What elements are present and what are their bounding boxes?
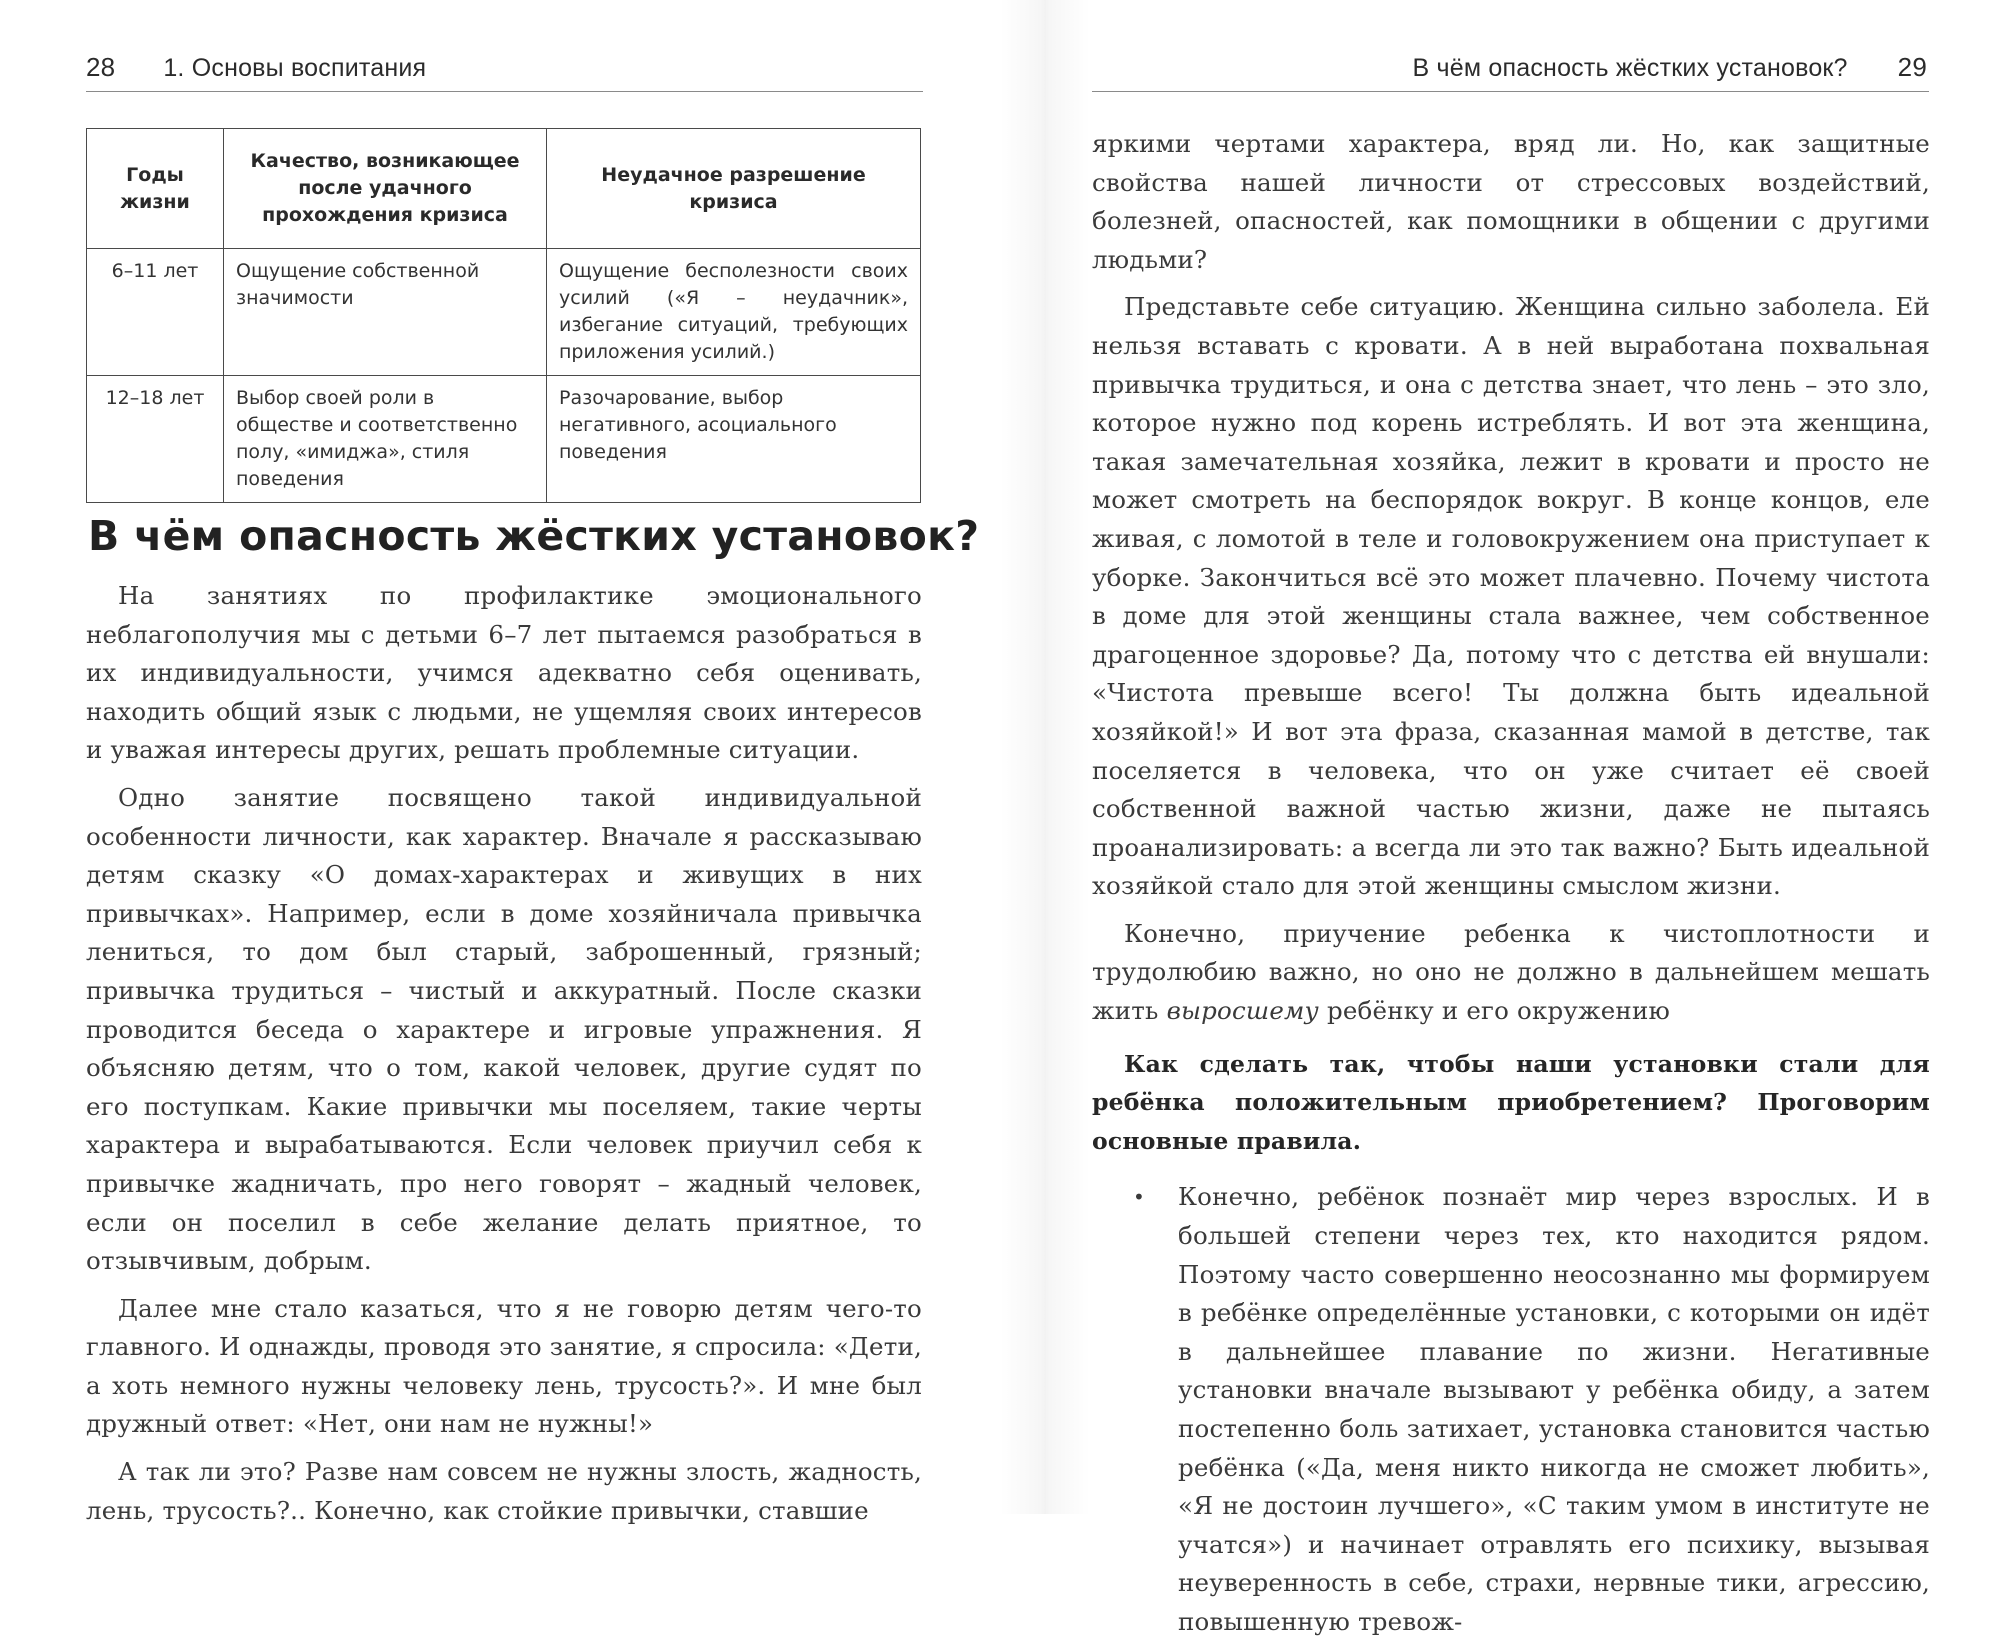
right-page-number: 29 <box>1897 52 1927 82</box>
paragraph-continuation: яркими чертами характера, вряд ли. Но, как защитные свойства нашей личности от стрессовых воздействий, болезней, опасностей, как помощники в общении с другими людьми? <box>1092 129 1930 274</box>
table-header-years: Годы жизни <box>87 129 224 249</box>
table-header-failure: Неудачное разрешение кризиса <box>547 129 921 249</box>
right-page <box>1000 0 2000 1636</box>
table-header-quality: Качество, возникающее после удачного прохождения кризиса <box>224 129 547 249</box>
list-item-text: Конечно, ребёнок познаёт мир через взрослых. И в большей степени через тех, кто находится рядом. Поэтому часто совершенно неосознанно мы формируем в ребёнке определённые установки, с которыми он идёт в дальнейшее плавание по жизни. Негативные установки вначале вызывают у ребёнка обиду, а затем постепенно боль затихает, установка становится частью ребёнка («Да, меня никто никогда не сможет любить», «Я не достоин лучшего», «С таким умом в институте не учатся») и начинает отравлять его психику, вызывая неуверенность в себе, страхи, нервные тики, агрессию, повышенную тревож- <box>1178 1182 1930 1636</box>
table-cell-failure: Ощущение бесполезности своих усилий («Я – неудачник», избегание ситуаций, требующих приложения усилий.) <box>547 249 921 376</box>
list-item <box>1133 1178 1930 1641</box>
table-cell-failure: Разочарование, выбор негативного, асоциального поведения <box>547 376 921 503</box>
left-page-number: 28 <box>86 52 116 82</box>
paragraph: Одно занятие посвящено такой индивидуальной особенности личности, как характер. Вначале я рассказываю детям сказку «О домах-характерах и живущих в них привычках». Например, если в доме хозяйничала привычка лениться, то дом был старый, заброшенный, грязный; привычка трудиться – чистый и аккуратный. После сказки проводится беседа о характере и игровые упражнения. Я объясняю детям, что о том, какой человек, другие судят по его поступкам. Какие привычки мы поселяем, такие черты характера и вырабатываются. Если человек приучил себя к привычке жадничать, про него говорят – жадный человек, если он поселил в себе желание делать приятное, то отзывчивым, добрым. <box>86 782 922 1276</box>
table-cell-quality: Выбор своей роли в обществе и соответственно полу, «имиджа», стиля поведения <box>224 376 547 503</box>
paragraph <box>1092 915 1930 1031</box>
paragraph: Представьте себе ситуацию. Женщина сильно заболела. Ей нельзя вставать с кровати. А в ней выработана похвальная привычка трудиться, и она с детства знает, что лень – это зло, которое нужно под корень истреблять. И вот эта женщина, такая замечательная хозяйка, лежит в кровати и просто не может смотреть на беспорядок вокруг. В конце концов, еле живая, с ломотой в теле и головокружением она приступает к уборке. Закончиться всё это может плачевно. Почему чистота в доме для этой женщины стала важнее, чем собственное драгоценное здоровье? Да, потому что с детства ей внушали: «Чистота превыше всего! Ты должна быть идеальной хозяйкой!» И вот эта фраза, сказанная мамой в детстве, так поселяется в человека, что он уже считает её своей собственной важной частью жизни, даже не пытаясь проанализировать: а всегда ли это так важно? Быть идеальной хозяйкой стало для этой женщины смыслом жизни. <box>1092 292 1930 901</box>
table-header-row <box>87 129 921 249</box>
left-page <box>0 0 1000 1525</box>
left-body-text <box>86 577 922 1539</box>
italic-word: выросшему <box>1166 996 1319 1026</box>
table-row <box>87 376 921 503</box>
table-cell-quality: Ощущение собственной значимости <box>224 249 547 376</box>
table-row <box>87 249 921 376</box>
crisis-table <box>86 128 921 503</box>
bullet-marker: • <box>1133 1185 1145 1210</box>
right-chapter-title: В чём опасность жёстких установок? <box>1412 54 1848 82</box>
right-header-rule <box>1092 91 1929 92</box>
left-running-head <box>86 52 921 92</box>
paragraph: Далее мне стало казаться, что я не говорю детям чего-то главного. И однажды, проводя это занятие, я спросила: «Дети, а хоть немного нужны человеку лень, трусость?». И мне был дружный ответ: «Нет, они нам не нужны!» <box>86 1293 922 1439</box>
rules-list <box>1092 1178 1930 1641</box>
bold-question: Как сделать так, чтобы наши установки стали для ребёнка положительным приобретением? Проговорим основные правила. <box>1092 1049 1930 1155</box>
table-cell-years: 6–11 лет <box>87 249 224 376</box>
right-body-text <box>1092 125 1930 1642</box>
table-cell-years: 12–18 лет <box>87 376 224 503</box>
paragraph-text: ребёнку и его окружению <box>1318 996 1671 1026</box>
left-chapter-title: 1. Основы воспитания <box>163 54 427 82</box>
paragraph: На занятиях по профилактике эмоционального неблагополучия мы с детьми 6–7 лет пытаемся разобраться в их индивидуальности, учимся адекватно себя оценивать, находить общий язык с людьми, не ущемляя своих интересов и уважая интересы других, решать проблемные ситуации. <box>86 581 922 765</box>
left-header-rule <box>86 91 923 92</box>
right-running-head <box>1092 52 1927 92</box>
paragraph-text: Конечно, приучение ребенка к чистоплотности и трудолюбию важно, но оно не должно в дальнейшем мешать жить <box>1092 918 1930 1026</box>
section-title: В чём опасность жёстких установок? <box>88 512 980 560</box>
paragraph: А так ли это? Разве нам совсем не нужны злость, жадность, лень, трусость?.. Конечно, как стойкие привычки, ставшие <box>86 1457 922 1525</box>
